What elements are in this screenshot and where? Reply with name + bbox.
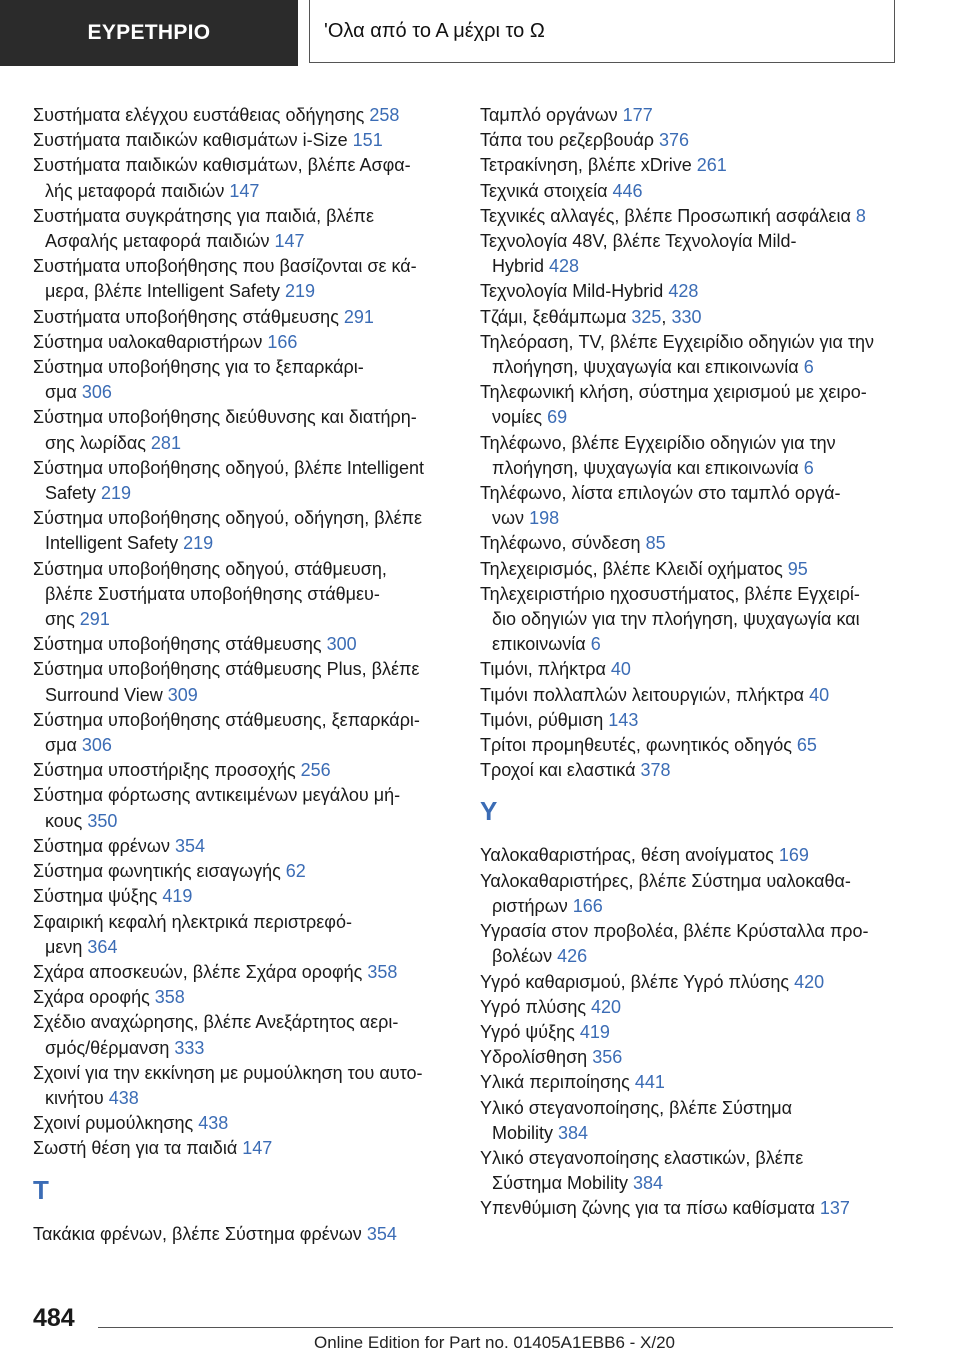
entry-text: Τηλέφωνο, βλέπε Εγχειρίδιο οδηγιών για την [480, 432, 836, 453]
entry-text: Surround View [45, 684, 168, 705]
page-link[interactable]: 95 [787, 558, 808, 579]
entry-text: λής μεταφορά παιδιών [45, 180, 230, 201]
index-entry-continuation [33, 1086, 453, 1111]
index-entry [480, 970, 930, 995]
page-link[interactable]: 376 [659, 130, 690, 151]
entry-text: σμός/θέρμανση [45, 1037, 175, 1058]
entry-text: σης [45, 609, 80, 630]
index-entry [33, 1111, 453, 1136]
page-link[interactable]: 291 [79, 609, 110, 630]
entry-text: Σύστημα υαλοκαθαριστήρων [33, 331, 268, 352]
page-link[interactable]: 219 [183, 533, 214, 554]
page-link[interactable]: 169 [778, 845, 809, 866]
entry-text: Συστήματα συγκράτησης για παιδιά, βλέπε [33, 205, 374, 226]
index-entry [480, 481, 930, 506]
entry-text: Σύστημα φόρτωσης αντικειμένων μεγάλου μή- [33, 785, 401, 806]
entry-text: Σχάρα αποσκευών, βλέπε Σχάρα οροφής [33, 961, 368, 982]
entry-text: Safety [45, 483, 102, 504]
index-entry [33, 557, 453, 582]
page-link[interactable]: 281 [150, 432, 181, 453]
index-entry-continuation [33, 229, 453, 254]
index-entry-continuation [480, 894, 930, 919]
page-link[interactable]: 6 [803, 357, 814, 378]
entry-text: Τάπα του ρεζερβουάρ [480, 130, 660, 151]
entry-text: Υλικό στεγανοποίησης, βλέπε Σύστημα [480, 1097, 792, 1118]
page-link[interactable]: 69 [547, 407, 568, 428]
page-link[interactable]: 300 [326, 634, 357, 655]
page-link[interactable]: 65 [796, 735, 817, 756]
page-link[interactable]: 177 [622, 105, 653, 125]
page-link[interactable]: 147 [242, 1138, 273, 1159]
entry-text: Υγρό πλύσης [480, 996, 592, 1017]
page-link[interactable]: 426 [557, 946, 588, 967]
index-entry [480, 919, 930, 944]
index-entry-continuation [480, 1171, 930, 1196]
index-entry [480, 1020, 930, 1045]
index-entry-continuation [33, 607, 453, 632]
entry-text: Τροχοί και ελαστικά [480, 760, 641, 781]
index-entry-continuation [480, 506, 930, 531]
index-entry [480, 1045, 930, 1070]
entry-text: νων [492, 508, 530, 529]
page-link[interactable]: 256 [300, 760, 331, 781]
entry-text: κινήτου [45, 1087, 109, 1108]
page-link[interactable]: 350 [87, 810, 118, 831]
page-link[interactable]: 151 [352, 130, 383, 151]
page-link[interactable]: 219 [101, 483, 132, 504]
index-entry [480, 179, 930, 204]
index-entry [480, 733, 930, 758]
index-entry [33, 1136, 453, 1161]
entry-text: Τεχνικές αλλαγές, βλέπε Προσωπική ασφάλεια [480, 205, 856, 226]
entry-text: Τιμόνι πολλαπλών λειτουργιών, πλήκτρα [480, 684, 810, 705]
entry-text: Σύστημα υποβοήθησης στάθμευσης Plus, βλέπε [33, 659, 420, 680]
entry-text: βολέων [492, 946, 558, 967]
entry-text: Υγρό καθαρισμού, βλέπε Υγρό πλύσης [480, 971, 795, 992]
index-entry [480, 683, 930, 708]
index-entry [33, 910, 453, 935]
entry-text: Σχοινί ρυμούλκησης [33, 1113, 199, 1134]
entry-text: Τετρακίνηση, βλέπε xDrive [480, 155, 697, 176]
page-link[interactable]: 325 [631, 306, 662, 327]
entry-text: Υδρολίσθηση [480, 1047, 593, 1068]
index-entry-continuation [480, 944, 930, 969]
index-entry [33, 859, 453, 884]
entry-text: Σύστημα υποβοήθησης διεύθυνσης και διατήρη- [33, 407, 417, 428]
index-entry-continuation [33, 683, 453, 708]
page-link[interactable]: 330 [671, 306, 702, 327]
entry-text: Σύστημα φρένων [33, 835, 175, 856]
page-link[interactable]: 438 [108, 1087, 139, 1108]
entry-text: Σύστημα υποστήριξης προσοχής [33, 760, 301, 781]
index-entry [480, 582, 930, 607]
index-entry [480, 758, 930, 783]
entry-text: Σύστημα φωνητικής εισαγωγής [33, 861, 286, 882]
index-entry [480, 557, 930, 582]
entry-text: Συστήματα παιδικών καθισμάτων, βλέπε Ασφα- [33, 155, 411, 176]
section-tab: ΕΥΡΕΤΗΡΙΟ [0, 0, 298, 66]
page-link[interactable]: 420 [794, 971, 825, 992]
index-entry [480, 128, 930, 153]
page-link[interactable]: 166 [267, 331, 298, 352]
entry-text: Τηλεόραση, TV, βλέπε Εγχειρίδιο οδηγιών για την [480, 331, 875, 352]
index-column-left [33, 103, 453, 1247]
index-entry [33, 153, 453, 178]
index-entry-continuation [480, 456, 930, 481]
index-entry [33, 506, 453, 531]
page-link[interactable]: 420 [591, 996, 622, 1017]
entry-text: Σύστημα υποβοήθησης οδηγού, βλέπε Intelligent [33, 457, 424, 478]
entry-text: Σύστημα υποβοήθησης οδηγού, στάθμευση, [33, 558, 387, 579]
entry-text: Σύστημα υποβοήθησης οδηγού, οδήγηση, βλέπε [33, 508, 423, 529]
index-entry-continuation [480, 1121, 930, 1146]
page-link[interactable]: 446 [612, 180, 643, 201]
entry-text: Υαλοκαθαριστήρες, βλέπε Σύστημα υαλοκαθα- [480, 870, 851, 891]
entry-text: επικοινωνία [492, 634, 591, 655]
entry-text: πλοήγηση, ψυχαγωγία και επικοινωνία [492, 457, 804, 478]
entry-text: Σχέδιο αναχώρησης, βλέπε Ανεξάρτητος αερι- [33, 1012, 399, 1033]
edition-text: Online Edition for Part no. 01405A1EBB6 - X/20 [314, 1333, 676, 1352]
index-entry [480, 431, 930, 456]
page-link[interactable]: 428 [668, 281, 699, 302]
entry-text: Σχοινί για την εκκίνηση με ρυμούλκηση του αυτο- [33, 1062, 423, 1083]
index-entry [480, 305, 930, 330]
page-link[interactable]: 358 [154, 987, 185, 1008]
index-entry [480, 279, 930, 304]
entry-text: μενη [45, 936, 88, 957]
index-entry [480, 380, 930, 405]
entry-text: Σωστή θέση για τα παιδιά [33, 1138, 243, 1159]
index-entry-continuation [480, 632, 930, 657]
index-entry [33, 103, 453, 128]
index-entry [33, 884, 453, 909]
index-entry [33, 985, 453, 1010]
index-entry [33, 834, 453, 859]
index-entry-continuation [33, 809, 453, 834]
index-entry-continuation [33, 179, 453, 204]
entry-text: Συστήματα παιδικών καθισμάτων i-Size [33, 130, 353, 151]
index-entry [33, 1222, 453, 1247]
entry-text: Σύστημα υποβοήθησης για το ξεπαρκάρι- [33, 357, 364, 378]
entry-text: Τεχνολογία 48V, βλέπε Τεχνολογία Mild- [480, 231, 797, 252]
index-entry-continuation [33, 279, 453, 304]
entry-text: Υγρασία στον προβολέα, βλέπε Κρύσταλλα προ- [480, 921, 869, 942]
index-entry [33, 204, 453, 229]
index-entry [480, 1196, 930, 1221]
section-letter: Υ [480, 796, 498, 827]
entry-text: μερα, βλέπε Intelligent Safety [45, 281, 285, 302]
index-entry-continuation [480, 607, 930, 632]
page-link[interactable]: 147 [229, 180, 260, 201]
page-link[interactable]: 291 [343, 306, 374, 327]
page-link[interactable]: 258 [369, 105, 400, 125]
entry-text: Τζάμι, ξεθάμπωμα [480, 306, 632, 327]
index-entry [480, 995, 930, 1020]
entry-text: Σύστημα Mobility [492, 1173, 633, 1194]
entry-text: Υγρό ψύξης [480, 1021, 580, 1042]
index-entry [480, 657, 930, 682]
index-entry [480, 330, 930, 355]
index-entry [480, 531, 930, 556]
index-entry [33, 355, 453, 380]
index-entry [33, 330, 453, 355]
entry-text: Σύστημα ψύξης [33, 886, 163, 907]
index-entry-continuation [480, 254, 930, 279]
entry-text: κους [45, 810, 88, 831]
index-entry-continuation [480, 355, 930, 380]
entry-text: Ταμπλό οργάνων [480, 105, 623, 125]
index-entry-continuation [33, 431, 453, 456]
page-link[interactable]: 306 [81, 382, 112, 403]
index-entry [33, 758, 453, 783]
entry-text: Τηλεχειριστήριο ηχοσυστήματος, βλέπε Εγχειρί- [480, 583, 860, 604]
entry-text: πλοήγηση, ψυχαγωγία και επικοινωνία [492, 357, 804, 378]
page-link[interactable]: 441 [634, 1072, 665, 1093]
entry-text: Τρίτοι προμηθευτές, φωνητικός οδηγός [480, 735, 797, 756]
index-entry-continuation [33, 531, 453, 556]
page-link[interactable]: 378 [640, 760, 671, 781]
entry-text: Intelligent Safety [45, 533, 184, 554]
entry-text: Υπενθύμιση ζώνης για τα πίσω καθίσματα [480, 1198, 820, 1219]
index-entry [33, 1010, 453, 1035]
index-entry [33, 305, 453, 330]
index-entry [480, 1070, 930, 1095]
page-link[interactable]: 354 [174, 835, 206, 856]
page-link[interactable]: 358 [367, 961, 398, 982]
page-number: 484 [33, 1304, 75, 1332]
page-link[interactable]: 419 [579, 1021, 610, 1042]
entry-text: Τακάκια φρένων, βλέπε Σύστημα φρένων [33, 1223, 367, 1244]
page-link[interactable]: 309 [167, 684, 198, 705]
index-entry-continuation [33, 582, 453, 607]
page-link[interactable]: 428 [549, 256, 580, 277]
index-entry [33, 708, 453, 733]
entry-text: σμα [45, 735, 82, 756]
page-link[interactable]: 137 [819, 1198, 850, 1219]
entry-text: Υλικά περιποίησης [480, 1072, 635, 1093]
page-link[interactable]: 143 [608, 709, 639, 730]
entry-text: Σύστημα υποβοήθησης στάθμευσης [33, 634, 327, 655]
header-title: 'Ολα από το Α μέχρι το Ω [309, 0, 895, 63]
index-entry [33, 960, 453, 985]
entry-text: διο οδηγιών για την πλοήγηση, ψυχαγωγία και [492, 609, 860, 630]
page-link[interactable]: 356 [592, 1047, 623, 1068]
page-link[interactable]: 306 [81, 735, 112, 756]
entry-text: Τηλέφωνο, λίστα επιλογών στο ταμπλό οργά- [480, 483, 841, 504]
entry-text: Σχάρα οροφής [33, 987, 155, 1008]
entry-text: Τιμόνι, πλήκτρα [480, 659, 611, 680]
section-letter: Τ [33, 1174, 49, 1205]
index-entry [480, 1146, 930, 1171]
entry-text: Τεχνολογία Mild-Hybrid [480, 281, 669, 302]
entry-text: Σύστημα υποβοήθησης στάθμευσης, ξεπαρκάρι- [33, 709, 420, 730]
entry-text: Τηλεφωνική κλήση, σύστημα χειρισμού με χειρο- [480, 382, 867, 403]
entry-text: Σφαιρική κεφαλή ηλεκτρικά περιστρεφό- [33, 911, 352, 932]
page-link[interactable]: 85 [645, 533, 666, 554]
index-entry-continuation [33, 1036, 453, 1061]
index-entry [33, 1061, 453, 1086]
index-entry [33, 254, 453, 279]
entry-text: Ασφαλής μεταφορά παιδιών [45, 231, 275, 252]
entry-text: σμα [45, 382, 82, 403]
index-entry [33, 456, 453, 481]
page-link[interactable]: 384 [558, 1122, 589, 1143]
entry-text: Υλικό στεγανοποίησης ελαστικών, βλέπε [480, 1147, 804, 1168]
entry-text: βλέπε Συστήματα υποβοήθησης στάθμευ- [45, 583, 380, 604]
index-entry [33, 632, 453, 657]
index-entry [33, 783, 453, 808]
index-entry [33, 128, 453, 153]
page-header [0, 0, 960, 70]
entry-text: Συστήματα υποβοήθησης στάθμευσης [33, 306, 344, 327]
entry-text: Τηλέφωνο, σύνδεση [480, 533, 646, 554]
entry-text: Mobility [492, 1122, 559, 1143]
page-link[interactable]: 219 [284, 281, 315, 302]
page-link[interactable]: 333 [174, 1037, 205, 1058]
index-entry-continuation [33, 935, 453, 960]
page-link[interactable]: 8 [855, 205, 866, 226]
page-link[interactable]: 198 [529, 508, 560, 529]
page-link[interactable]: 166 [572, 895, 603, 916]
page-link[interactable]: 40 [610, 659, 631, 680]
page-link[interactable]: 384 [633, 1173, 664, 1194]
page-link[interactable]: 6 [803, 457, 814, 478]
entry-text: Τηλεχειρισμός, βλέπε Κλειδί οχήματος [480, 558, 788, 579]
entry-text: Συστήματα υποβοήθησης που βασίζονται σε κά- [33, 256, 417, 277]
page-link[interactable]: 354 [366, 1223, 397, 1244]
index-entry-continuation [480, 405, 930, 430]
index-entry [33, 405, 453, 430]
page-link[interactable]: 364 [87, 936, 118, 957]
footer-divider [98, 1327, 893, 1328]
entry-text: Hybrid [492, 256, 550, 277]
index-entry-continuation [33, 380, 453, 405]
index-entry [480, 1096, 930, 1121]
index-entry [480, 103, 930, 128]
page-separator: , [661, 306, 672, 327]
index-entry [480, 153, 930, 178]
page-link[interactable]: 419 [162, 886, 193, 907]
index-entry [480, 869, 930, 894]
page-link[interactable]: 261 [696, 155, 727, 176]
page-footer [0, 1290, 960, 1362]
index-entry [480, 708, 930, 733]
entry-text: Υαλοκαθαριστήρας, θέση ανοίγματος [480, 845, 779, 866]
page-link[interactable]: 438 [198, 1113, 229, 1134]
page-link[interactable]: 40 [809, 684, 830, 705]
index-entry [480, 204, 930, 229]
entry-text: Τιμόνι, ρύθμιση [480, 709, 609, 730]
index-entry-continuation [33, 733, 453, 758]
page-link[interactable]: 147 [274, 231, 305, 252]
index-entry [33, 657, 453, 682]
entry-text: νομίες [492, 407, 548, 428]
entry-text: σης λωρίδας [45, 432, 151, 453]
entry-text: ριστήρων [492, 895, 573, 916]
index-entry [480, 843, 930, 868]
page-link[interactable]: 6 [590, 634, 601, 655]
index-entry-continuation [33, 481, 453, 506]
entry-text: Συστήματα ελέγχου ευστάθειας οδήγησης [33, 105, 370, 125]
page-link[interactable]: 62 [285, 861, 306, 882]
entry-text: Τεχνικά στοιχεία [480, 180, 613, 201]
index-column-right [480, 103, 930, 1222]
index-entry [480, 229, 930, 254]
